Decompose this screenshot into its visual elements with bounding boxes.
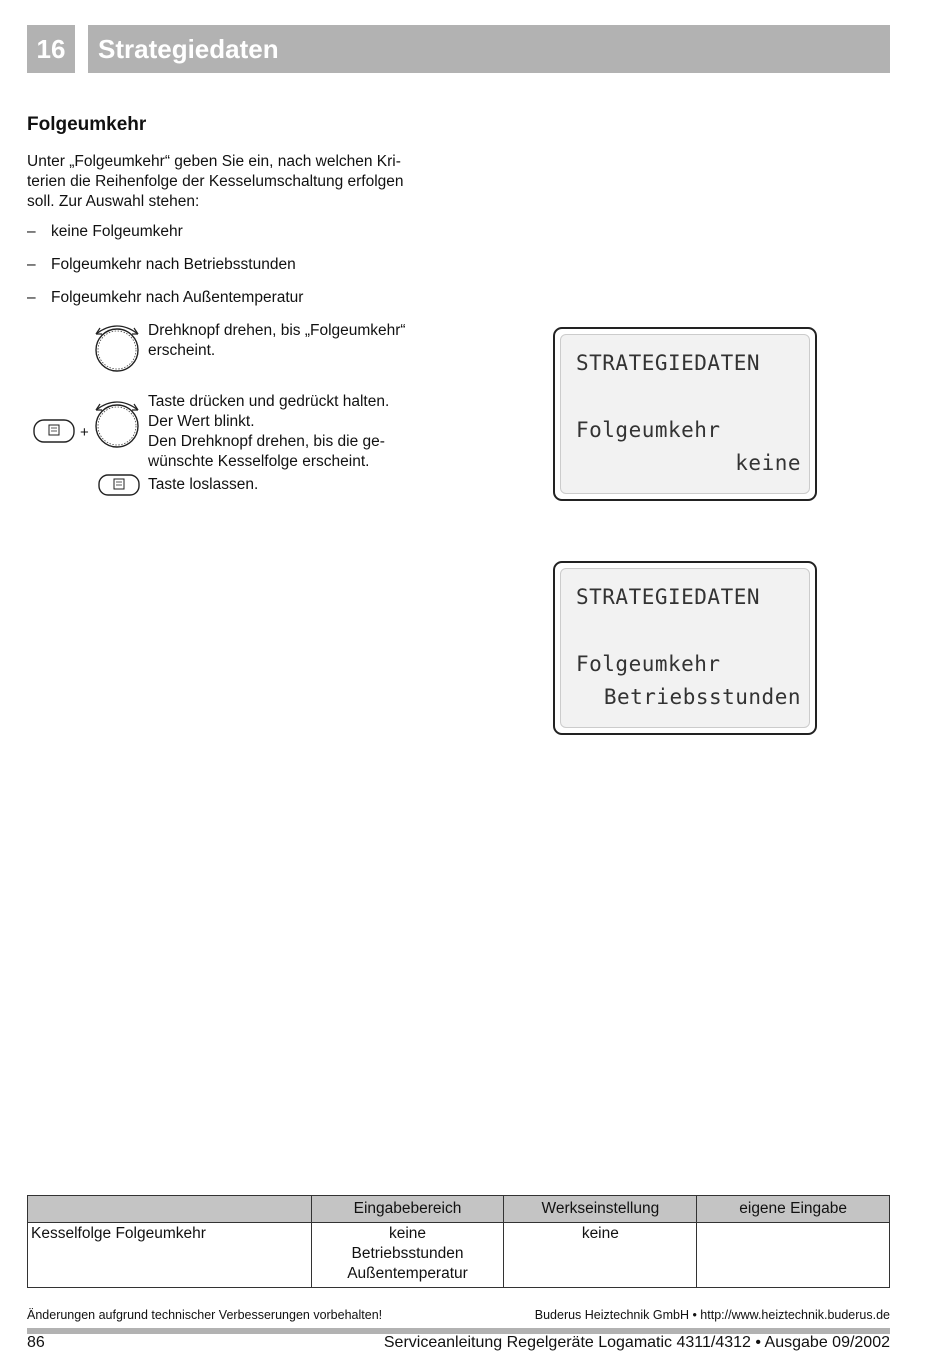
display-parameter: Folgeumkehr [576,652,721,676]
step-3-text: Taste loslassen. [148,476,259,493]
display-title: STRATEGIEDATEN [576,585,761,609]
lcd-display [553,327,817,501]
rotary-knob-icon [92,396,142,452]
table-cell-range: keine Betriebsstunden Außentemperatur [311,1223,504,1288]
settings-table [27,1195,890,1288]
push-button-icon [33,419,75,443]
document-title: Serviceanleitung Regelgeräte Logamatic 4311/4312 • Ausgabe 09/2002 [383,1334,890,1351]
table-row [28,1223,890,1288]
page-number: 86 [27,1334,45,1351]
display-parameter: Folgeumkehr [576,418,721,442]
table-header-cell: eigene Eingabe [697,1196,890,1223]
display-value: keine [735,451,801,475]
intro-paragraph: Unter „Folgeumkehr“ geben Sie ein, nach welchen Kri- terien die Reihenfolge der Kesselumschaltung erfolgen soll. Zur Auswahl stehen: [27,153,404,210]
plus-sign: + [80,424,89,441]
table-header-row [28,1196,890,1223]
table-header-cell: Werkseinstellung [504,1196,697,1223]
table-cell-default: keine [504,1223,697,1288]
step-1-text: Drehknopf drehen, bis „Folgeumkehr“ erscheint. [148,322,406,359]
table-header-cell [28,1196,312,1223]
chapter-number: 16 [27,25,75,73]
footer-disclaimer: Änderungen aufgrund technischer Verbesserungen vorbehalten! [27,1308,383,1322]
rotary-knob-icon [92,320,142,376]
list-item: – Folgeumkehr nach Betriebsstunden [27,256,296,273]
list-item: – keine Folgeumkehr [27,223,183,240]
display-title: STRATEGIEDATEN [576,351,761,375]
footer-company: Buderus Heiztechnik GmbH • http://www.heiztechnik.buderus.de [534,1308,890,1322]
list-item: – Folgeumkehr nach Außentemperatur [27,289,304,306]
table-cell-name: Kesselfolge Folgeumkehr [28,1223,312,1288]
table-header-cell: Eingabebereich [311,1196,504,1223]
section-heading: Folgeumkehr [27,114,147,135]
display-value: Betriebsstunden [603,685,801,709]
step-2-text: Taste drücken und gedrückt halten. Der Wert blinkt. Den Drehknopf drehen, bis die ge- wünschte Kesselfolge erscheint. [148,393,390,470]
lcd-display [553,561,817,735]
push-button-icon [98,474,140,496]
table-cell-own-input [697,1223,890,1288]
chapter-title: Strategiedaten [88,25,890,73]
